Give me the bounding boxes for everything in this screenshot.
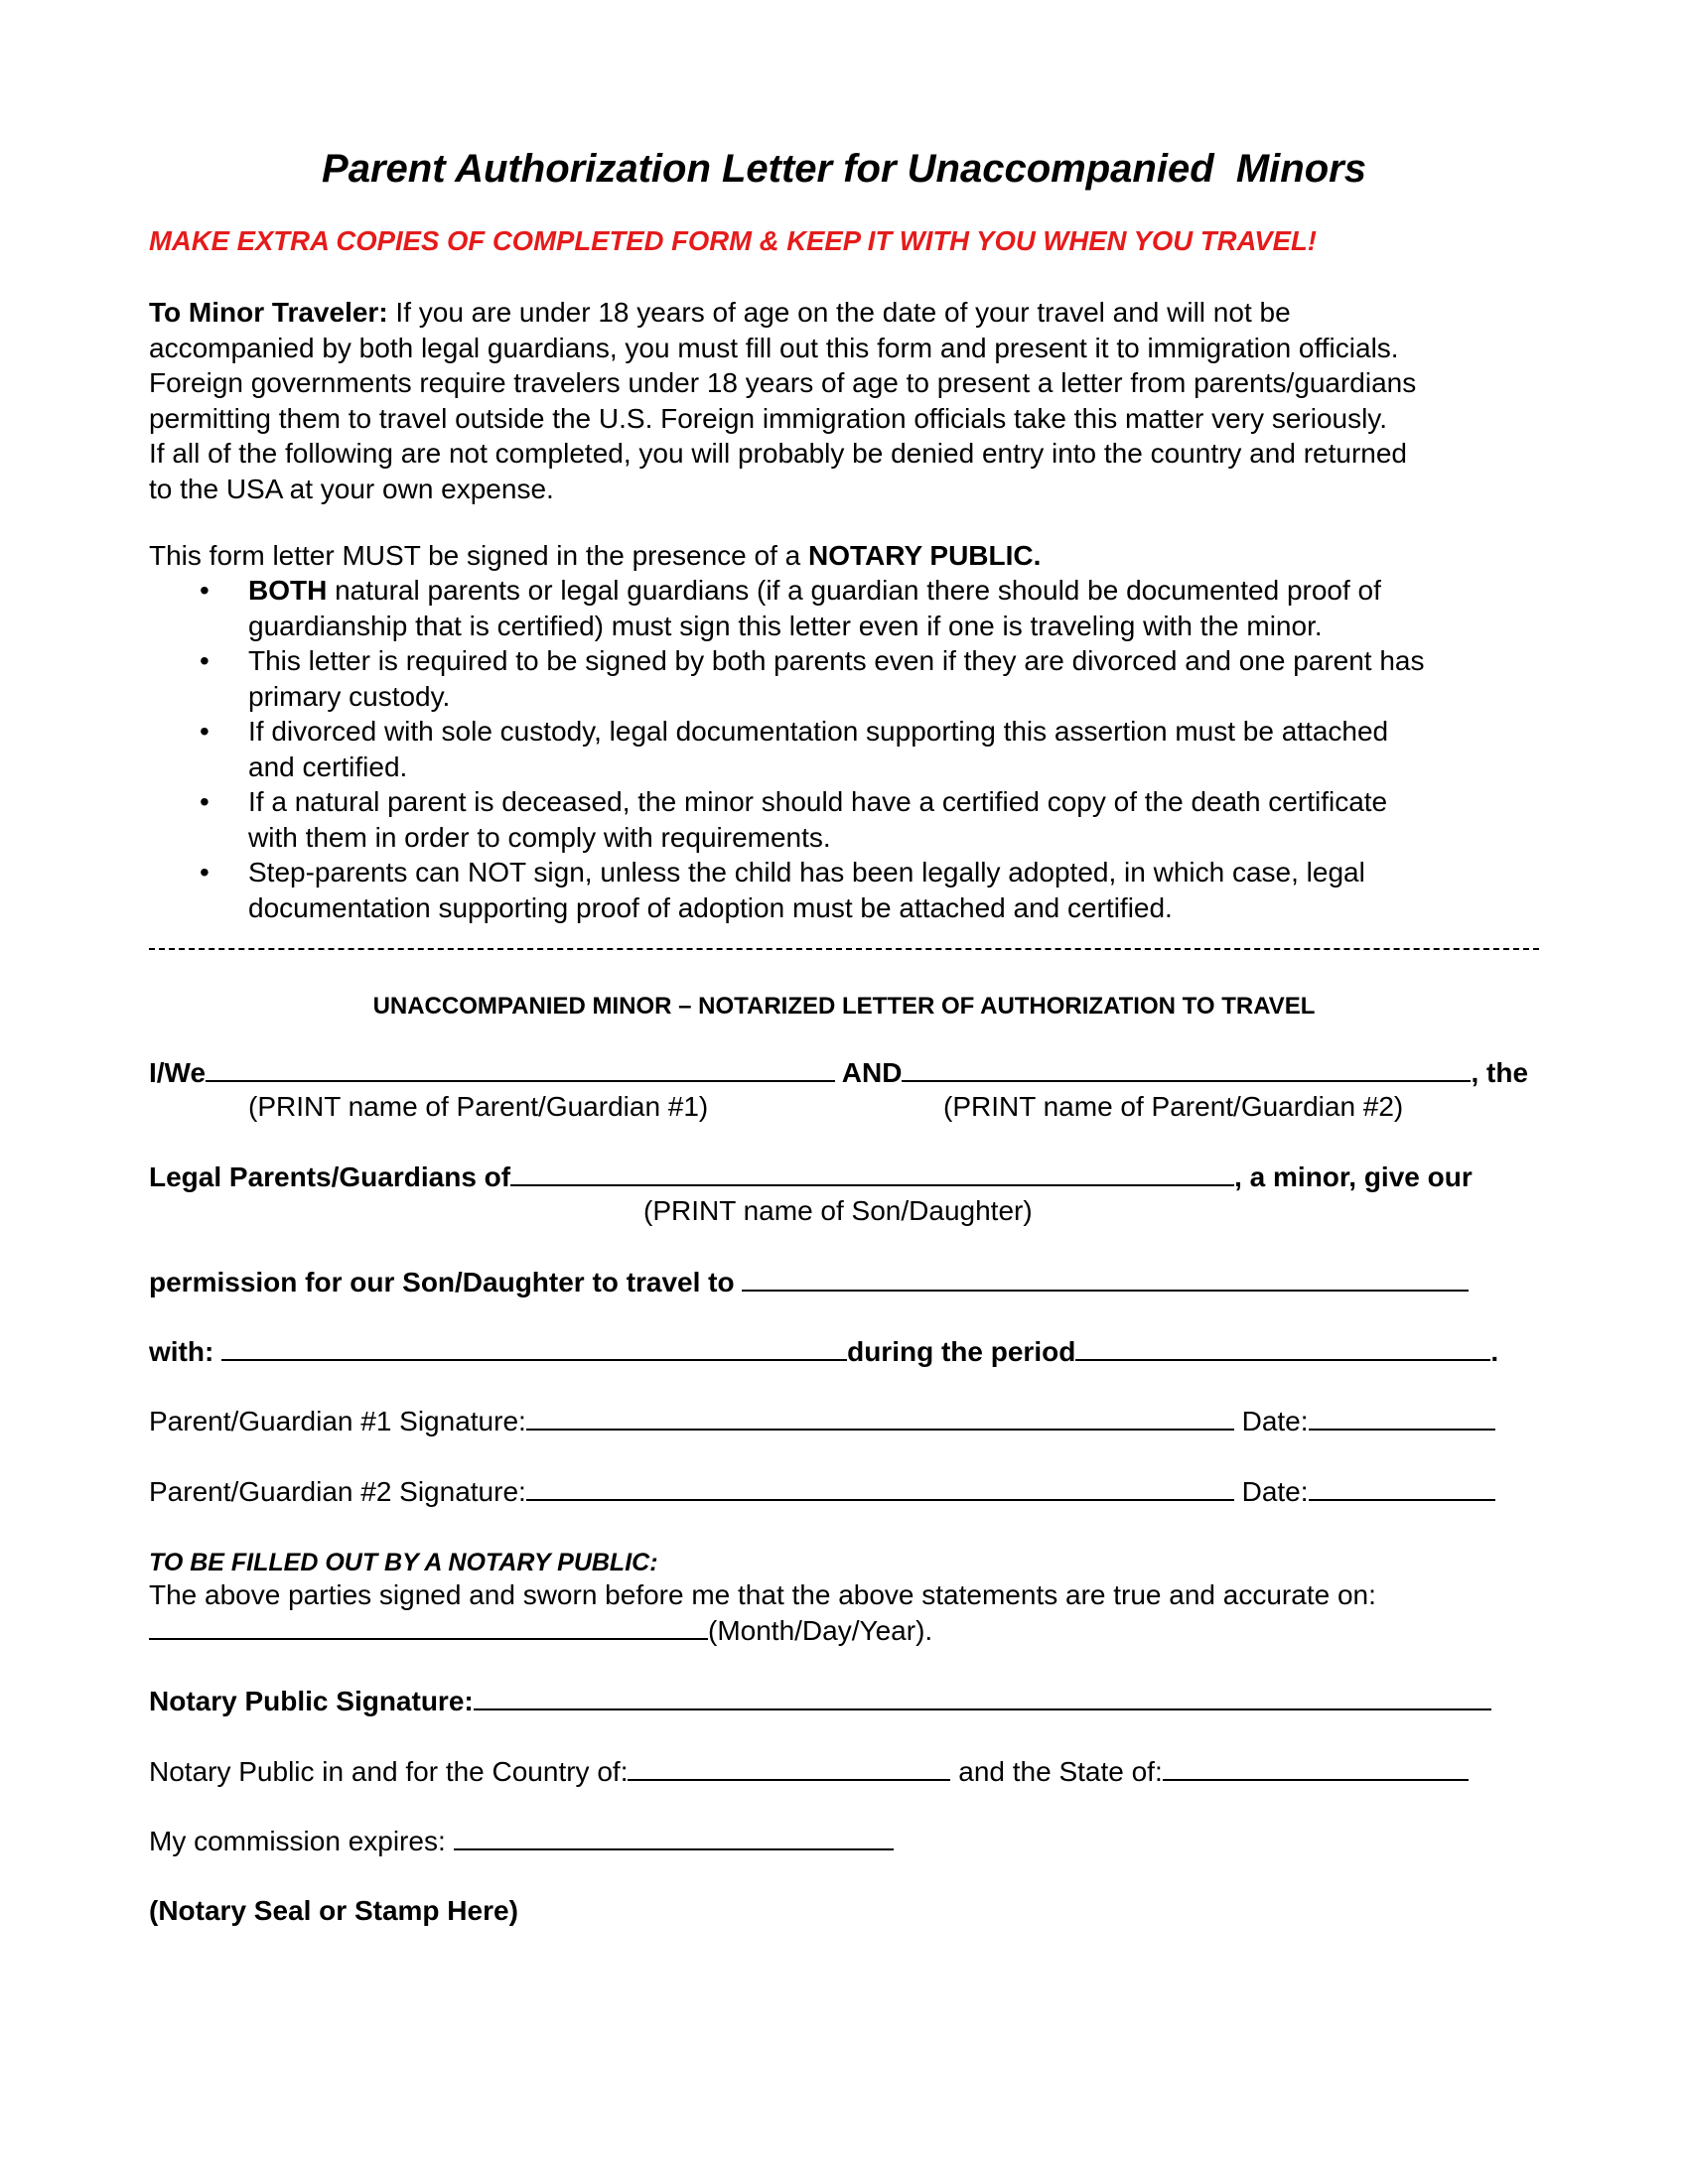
intro-line: If all of the following are not completed, you will probably be denied entry into the country and returned	[149, 438, 1407, 469]
child-name-field[interactable]	[510, 1159, 1234, 1186]
notary-country-field[interactable]	[628, 1753, 950, 1781]
child-caption: (PRINT name of Son/Daughter)	[643, 1195, 1033, 1226]
bullet-icon: •	[200, 645, 210, 676]
companion-field[interactable]	[221, 1333, 847, 1361]
list-item: • This letter is required to be signed by both parents even if they are divorced and one parent has primary custody.	[200, 645, 1425, 712]
parents-names-line: I/We AND , the	[149, 1054, 1528, 1090]
notary-seal-placeholder: (Notary Seal or Stamp Here)	[149, 1895, 518, 1926]
parent1-name-field[interactable]	[206, 1054, 835, 1082]
destination-field[interactable]	[742, 1264, 1469, 1292]
intro-line: to the USA at your own expense.	[149, 473, 554, 504]
bullet-icon: •	[200, 716, 210, 747]
list-item: • If a natural parent is deceased, the minor should have a certified copy of the death certificate with them in order to comply with requirements.	[200, 786, 1388, 853]
bullet-icon: •	[200, 857, 210, 887]
bullet-icon: •	[200, 786, 210, 817]
cut-line-divider	[149, 948, 1539, 950]
parent2-signature-field[interactable]	[526, 1473, 1234, 1501]
copies-warning: MAKE EXTRA COPIES OF COMPLETED FORM & KEEP IT WITH YOU WHEN YOU TRAVEL!	[149, 225, 1317, 256]
list-item: • BOTH natural parents or legal guardians (if a guardian there should be documented proof of guardianship that is certified) must sign this letter even if one is traveling with the minor.	[200, 575, 1381, 641]
parent2-date-field[interactable]	[1309, 1473, 1495, 1501]
parent2-name-field[interactable]	[902, 1054, 1471, 1082]
commission-line: My commission expires:	[149, 1823, 894, 1858]
list-item: • Step-parents can NOT sign, unless the child has been legally adopted, in which case, legal documentation supporting proof of adoption must be attached and certified.	[200, 857, 1365, 923]
bullet-icon: •	[200, 575, 210, 606]
intro-lead: To Minor Traveler:	[149, 297, 388, 328]
parent1-signature-field[interactable]	[526, 1403, 1234, 1431]
intro-line: To Minor Traveler: If you are under 18 years of age on the date of your travel and will not be	[149, 297, 1291, 328]
notary-signature-line: Notary Public Signature:	[149, 1683, 1491, 1718]
parent1-caption: (PRINT name of Parent/Guardian #1)	[248, 1091, 709, 1122]
notary-jurisdiction-line: Notary Public in and for the Country of: and the State of:	[149, 1753, 1469, 1789]
companion-period-line: with: during the period .	[149, 1333, 1498, 1369]
sworn-date-field[interactable]	[149, 1612, 708, 1640]
child-name-line: Legal Parents/Guardians of , a minor, give our	[149, 1159, 1473, 1194]
travel-period-field[interactable]	[1075, 1333, 1490, 1361]
notary-signature-field[interactable]	[474, 1683, 1491, 1710]
notary-requirement: This form letter MUST be signed in the presence of a NOTARY PUBLIC.	[149, 540, 1042, 571]
notary-sworn-statement: The above parties signed and sworn before me that the above statements are true and accurate on:	[149, 1579, 1376, 1610]
intro-line: Foreign governments require travelers under 18 years of age to present a letter from parents/guardians	[149, 367, 1417, 398]
commission-expiry-field[interactable]	[454, 1823, 894, 1850]
notary-heading: TO BE FILLED OUT BY A NOTARY PUBLIC:	[149, 1549, 658, 1576]
intro-line: permitting them to travel outside the U.S. Foreign immigration officials take this matter very seriously.	[149, 402, 1388, 434]
requirements-list	[149, 573, 1539, 925]
parent1-signature-line: Parent/Guardian #1 Signature: Date:	[149, 1403, 1495, 1438]
list-item: • If divorced with sole custody, legal documentation supporting this assertion must be attached and certified.	[200, 716, 1389, 782]
destination-line: permission for our Son/Daughter to travel to	[149, 1264, 1469, 1299]
notary-state-field[interactable]	[1163, 1753, 1469, 1781]
document-title: Parent Authorization Letter for Unaccompanied Minors	[322, 147, 1366, 191]
parent2-signature-line: Parent/Guardian #2 Signature: Date:	[149, 1473, 1495, 1509]
parent1-date-field[interactable]	[1309, 1403, 1495, 1431]
intro-paragraph	[149, 295, 1539, 506]
intro-line: accompanied by both legal guardians, you must fill out this form and present it to immigration officials.	[149, 332, 1399, 363]
notary-public-emphasis: NOTARY PUBLIC.	[808, 540, 1042, 571]
section-title: UNACCOMPANIED MINOR – NOTARIZED LETTER OF AUTHORIZATION TO TRAVEL	[372, 993, 1316, 1020]
parent2-caption: (PRINT name of Parent/Guardian #2)	[943, 1091, 1404, 1122]
sworn-date-line: (Month/Day/Year).	[149, 1612, 932, 1648]
